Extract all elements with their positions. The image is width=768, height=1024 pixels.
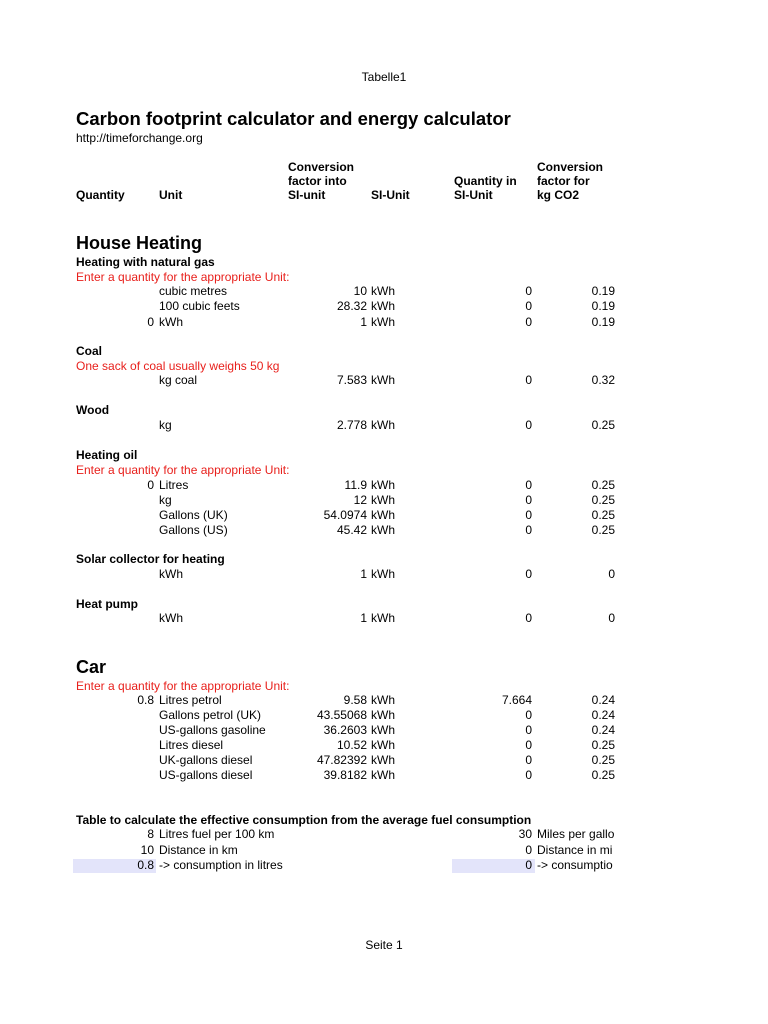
quantity-si-cell: 0: [525, 567, 532, 581]
si-factor-cell: 1: [360, 611, 367, 625]
consumption-label: -> consumptio: [537, 858, 613, 872]
col-co2-factor-1: Conversion: [537, 160, 604, 174]
source-link[interactable]: http://timeforchange.org: [76, 131, 203, 145]
consumption-label: Distance in mi: [537, 843, 613, 857]
si-unit-cell: kWh: [371, 299, 395, 314]
co2-factor-cell: 0.25: [591, 738, 615, 752]
section-car: Car: [76, 657, 107, 677]
si-unit-cell: kWh: [371, 611, 395, 625]
si-factor-cell: 1: [360, 314, 367, 329]
si-unit-cell: kWh: [371, 373, 395, 387]
unit-cell: kWh: [159, 314, 183, 329]
co2-factor-cell: 0.24: [591, 723, 615, 737]
co2-factor-cell: 0.25: [591, 523, 615, 537]
unit-cell: kWh: [159, 611, 183, 625]
co2-factor-cell: 0.19: [591, 299, 615, 314]
consumption-label: Distance in km: [159, 843, 238, 857]
quantity-cell[interactable]: 0.8: [137, 693, 154, 707]
si-factor-cell: 2.778: [336, 418, 367, 432]
co2-factor-cell: 0.25: [591, 753, 615, 767]
si-factor-cell: 10: [353, 284, 367, 298]
unit-cell: Gallons (UK): [159, 508, 228, 522]
consumption-label: -> consumption in litres: [159, 858, 283, 872]
quantity-si-cell: 0: [525, 314, 532, 329]
si-unit-cell: kWh: [371, 723, 395, 737]
si-unit-cell: kWh: [371, 523, 395, 537]
quantity-si-cell: 0: [525, 493, 532, 507]
si-factor-cell: 9.58: [343, 693, 367, 707]
unit-cell: kg: [159, 418, 172, 432]
co2-factor-cell: 0.25: [591, 418, 615, 432]
unit-cell: 100 cubic feets: [159, 299, 240, 314]
col-si-unit: SI-Unit: [371, 188, 410, 202]
si-factor-cell: 28.32: [336, 299, 367, 314]
si-unit-cell: kWh: [371, 478, 395, 492]
si-factor-cell: 54.0974: [323, 508, 367, 522]
col-quantity: Quantity: [76, 188, 125, 202]
co2-factor-cell: 0.19: [591, 314, 615, 329]
co2-factor-cell: 0.25: [591, 768, 615, 782]
group-natural-gas: Heating with natural gas: [76, 255, 215, 269]
si-factor-cell: 7.583: [336, 373, 367, 387]
quantity-si-cell: 0: [525, 723, 532, 737]
si-unit-cell: kWh: [371, 753, 395, 767]
consumption-quantity[interactable]: 0: [525, 843, 532, 857]
unit-cell: US-gallons diesel: [159, 768, 253, 782]
note-natural-gas: Enter a quantity for the appropriate Unit:: [76, 270, 290, 284]
co2-factor-cell: 0.25: [591, 478, 615, 492]
si-unit-cell: kWh: [371, 314, 395, 329]
co2-factor-cell: 0: [608, 567, 615, 581]
quantity-si-cell: 0: [525, 738, 532, 752]
col-co2-factor-2: factor for: [537, 174, 590, 188]
group-coal: Coal: [76, 344, 103, 358]
note-car: Enter a quantity for the appropriate Unit:: [76, 679, 290, 693]
quantity-si-cell: 0: [525, 611, 532, 625]
quantity-si-cell: 0: [525, 708, 532, 722]
si-unit-cell: kWh: [371, 284, 395, 298]
si-unit-cell: kWh: [371, 508, 395, 522]
co2-factor-cell: 0.24: [591, 708, 615, 722]
unit-cell: Gallons petrol (UK): [159, 708, 262, 722]
quantity-si-cell: 0: [525, 523, 532, 537]
unit-cell: US-gallons gasoline: [159, 723, 266, 737]
unit-cell: cubic metres: [159, 284, 228, 298]
unit-cell: Litres petrol: [159, 693, 222, 707]
co2-factor-cell: 0.19: [591, 284, 615, 298]
consumption-label: Miles per gallo: [537, 827, 615, 841]
si-factor-cell: 47.82392: [316, 753, 367, 767]
note-coal: One sack of coal usually weighs 50 kg: [76, 359, 280, 373]
page-footer: Seite 1: [365, 938, 403, 952]
page-title: Carbon footprint calculator and energy calculator: [76, 108, 511, 129]
si-unit-cell: kWh: [371, 708, 395, 722]
consumption-quantity[interactable]: 10: [140, 843, 154, 857]
page-header: Tabelle1: [361, 70, 407, 84]
quantity-si-cell: 0: [525, 478, 532, 492]
consumption-label: Litres fuel per 100 km: [159, 827, 275, 841]
section-house-heating: House Heating: [76, 233, 203, 253]
group-wood: Wood: [76, 403, 110, 417]
col-conversion-si-3: SI-unit: [288, 188, 326, 202]
unit-cell: kg: [159, 493, 172, 507]
co2-factor-cell: 0.25: [591, 508, 615, 522]
quantity-si-cell: 0: [525, 508, 532, 522]
note-heating-oil: Enter a quantity for the appropriate Unit:: [76, 463, 290, 477]
si-unit-cell: kWh: [371, 693, 395, 707]
quantity-cell[interactable]: 0: [147, 478, 154, 492]
si-factor-cell: 45.42: [336, 523, 367, 537]
si-factor-cell: 43.55068: [316, 708, 367, 722]
si-factor-cell: 10.52: [336, 738, 367, 752]
unit-cell: kg coal: [159, 373, 198, 387]
quantity-si-cell: 0: [525, 299, 532, 314]
consumption-quantity[interactable]: 30: [518, 827, 532, 841]
group-heat-pump: Heat pump: [76, 597, 139, 611]
si-factor-cell: 36.2603: [323, 723, 367, 737]
unit-cell: kWh: [159, 567, 183, 581]
consumption-quantity[interactable]: 0.8: [137, 858, 154, 872]
si-factor-cell: 39.8182: [323, 768, 367, 782]
unit-cell: Gallons (US): [159, 523, 228, 537]
co2-factor-cell: 0.25: [591, 493, 615, 507]
quantity-si-cell: 0: [525, 753, 532, 767]
co2-factor-cell: 0: [608, 611, 615, 625]
consumption-title: Table to calculate the effective consumption from the average fuel consumption: [76, 813, 532, 827]
quantity-si-cell: 7.664: [501, 693, 532, 707]
col-unit: Unit: [159, 188, 183, 202]
consumption-quantity[interactable]: 0: [525, 858, 532, 872]
col-conversion-si-1: Conversion: [288, 160, 355, 174]
quantity-cell[interactable]: 0: [147, 314, 154, 329]
quantity-si-cell: 0: [525, 373, 532, 387]
quantity-si-cell: 0: [525, 768, 532, 782]
col-conversion-si-2: factor into: [288, 174, 347, 188]
si-unit-cell: kWh: [371, 567, 395, 581]
co2-factor-cell: 0.32: [591, 373, 615, 387]
col-quantity-si-1: Quantity in: [454, 174, 517, 188]
si-unit-cell: kWh: [371, 418, 395, 432]
si-factor-cell: 1: [360, 567, 367, 581]
group-heating-oil: Heating oil: [76, 448, 138, 462]
consumption-quantity[interactable]: 8: [147, 827, 154, 841]
unit-cell: UK-gallons diesel: [159, 753, 253, 767]
col-co2-factor-3: kg CO2: [537, 188, 580, 202]
co2-factor-cell: 0.24: [591, 693, 615, 707]
quantity-si-cell: 0: [525, 418, 532, 432]
si-unit-cell: kWh: [371, 768, 395, 782]
unit-cell: Litres: [159, 478, 189, 492]
col-quantity-si-2: SI-Unit: [454, 188, 493, 202]
si-unit-cell: kWh: [371, 493, 395, 507]
quantity-si-cell: 0: [525, 284, 532, 298]
group-solar-collector: Solar collector for heating: [76, 552, 225, 566]
unit-cell: Litres diesel: [159, 738, 224, 752]
si-factor-cell: 11.9: [344, 478, 367, 492]
si-unit-cell: kWh: [371, 738, 395, 752]
si-factor-cell: 12: [353, 493, 367, 507]
